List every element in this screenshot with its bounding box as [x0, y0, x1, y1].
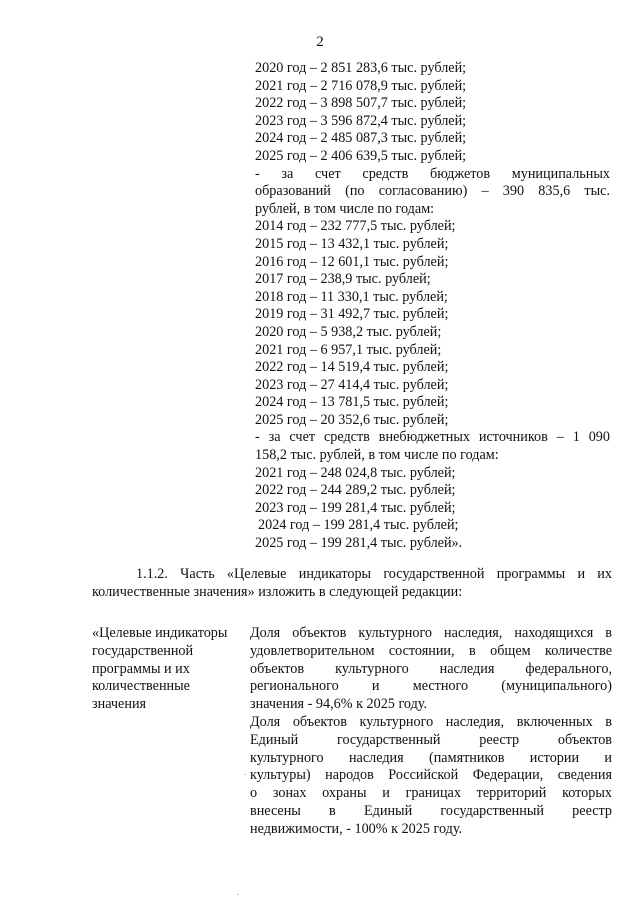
indicator-text-line: культурного наследия (памятников истории и — [250, 749, 612, 766]
funding-line: 2021 год – 6 957,1 тыс. рублей; — [255, 341, 442, 358]
scan-speck: . — [244, 768, 246, 777]
indicator-label-line: «Целевые индикаторы — [92, 625, 228, 641]
funding-line: 2018 год – 11 330,1 тыс. рублей; — [255, 288, 448, 305]
funding-line: рублей, в том числе по годам: — [255, 200, 435, 217]
funding-line: 2024 год – 2 485 087,3 тыс. рублей; — [255, 130, 467, 147]
funding-line: 2017 год – 238,9 тыс. рублей; — [255, 271, 431, 288]
funding-line: 2016 год – 12 601,1 тыс. рублей; — [255, 253, 449, 270]
indicator-text-line: Единый государственный реестр объектов — [250, 731, 612, 748]
funding-line: 2014 год – 232 777,5 тыс. рублей; — [255, 218, 456, 235]
funding-line: 2025 год – 20 352,6 тыс. рублей; — [255, 411, 449, 428]
funding-line: 2022 год – 14 519,4 тыс. рублей; — [255, 359, 449, 376]
section-heading-line-2: количественные значения» изложить в следующей редакции: — [92, 584, 463, 600]
indicator-label-line: количественные — [92, 678, 190, 695]
funding-line: 2021 год – 248 024,8 тыс. рублей; — [255, 464, 456, 481]
funding-line: 2023 год – 3 596 872,4 тыс. рублей; — [255, 112, 467, 129]
indicator-text-line: удовлетворительном состоянии, в общем количестве — [250, 642, 612, 659]
funding-line: 2020 год – 2 851 283,6 тыс. рублей; — [255, 60, 467, 76]
indicator-label-line: значения — [92, 696, 147, 713]
indicator-text-line: о зонах охраны и границах территорий которых — [250, 785, 612, 802]
indicator-label-line: программы и их — [92, 660, 190, 677]
funding-line: 2021 год – 2 716 078,9 тыс. рублей; — [255, 77, 467, 94]
indicator-text-line: внесены в Единый государственный реестр — [250, 802, 612, 819]
indicator-label-column — [92, 625, 242, 714]
funding-line: 2023 год – 27 414,4 тыс. рублей; — [255, 376, 449, 393]
funding-line: 2015 год – 13 432,1 тыс. рублей; — [255, 235, 449, 252]
indicator-text-column — [250, 625, 612, 839]
funding-line: 2020 год – 5 938,2 тыс. рублей; — [255, 323, 442, 340]
section-heading — [92, 565, 612, 601]
page-number: 2 — [316, 34, 324, 50]
section-heading-line-1: 1.1.2. Часть «Целевые индикаторы государственной программы и их — [136, 566, 612, 582]
funding-line: 2025 год – 2 406 639,5 тыс. рублей; — [255, 147, 467, 164]
indicator-text-line: Доля объектов культурного наследия, включенных в — [250, 713, 612, 730]
indicator-text-line: регионального и местного (муниципального) — [250, 678, 612, 695]
indicator-text-line: Доля объектов культурного наследия, находящихся в — [250, 625, 612, 641]
funding-line: 2024 год – 13 781,5 тыс. рублей; — [255, 394, 449, 411]
funding-line: - за счет средств бюджетов муниципальных — [255, 165, 610, 182]
indicator-text-line: культуры) народов Российской Федерации, сведения — [250, 767, 612, 784]
funding-breakdown — [255, 60, 610, 553]
indicator-label-line: государственной — [92, 642, 194, 659]
funding-line: 2025 год – 199 281,4 тыс. рублей». — [255, 535, 463, 552]
scan-speck: . — [237, 888, 239, 897]
funding-line: - за счет средств внебюджетных источников – 1 090 — [255, 429, 610, 446]
funding-line: 2023 год – 199 281,4 тыс. рублей; — [255, 499, 456, 516]
funding-line: 2019 год – 31 492,7 тыс. рублей; — [255, 306, 449, 323]
indicator-text-line: недвижимости, - 100% к 2025 году. — [250, 820, 463, 837]
funding-line: 2022 год – 244 289,2 тыс. рублей; — [255, 482, 456, 499]
funding-line: 158,2 тыс. рублей, в том числе по годам: — [255, 447, 499, 464]
indicator-text-line: объектов культурного наследия федерального, — [250, 660, 612, 677]
funding-line: 2024 год – 199 281,4 тыс. рублей; — [258, 517, 459, 534]
funding-line: 2022 год – 3 898 507,7 тыс. рублей; — [255, 95, 467, 112]
funding-line: образований (по согласованию) – 390 835,6 тыс. — [255, 183, 610, 200]
indicator-text-line: значения - 94,6% к 2025 году. — [250, 696, 428, 713]
